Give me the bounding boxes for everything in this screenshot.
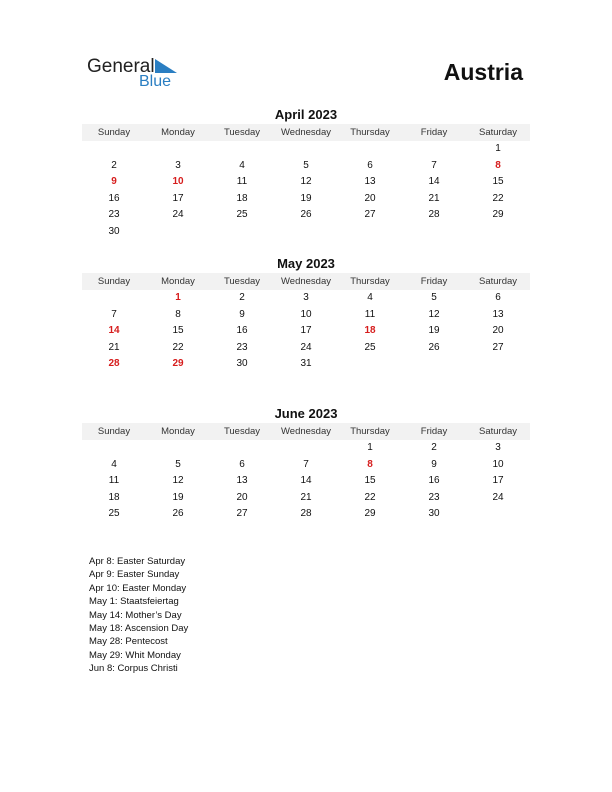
date-cell: 30 (108, 225, 120, 237)
date-cell: 2 (111, 159, 117, 171)
holiday-date-cell: 8 (367, 458, 373, 470)
week-row (82, 457, 530, 474)
month-june (82, 406, 530, 523)
date-cell: 12 (428, 308, 440, 320)
weekday-label: Friday (420, 127, 448, 138)
weekday-label: Tuesday (223, 127, 261, 138)
weekday-header-row (82, 423, 530, 440)
date-cell: 27 (236, 508, 248, 520)
date-cell: 22 (172, 341, 184, 353)
date-cell: 5 (175, 458, 181, 470)
date-cell: 4 (239, 159, 245, 171)
date-cell: 15 (364, 475, 376, 487)
date-cell: 3 (175, 159, 181, 171)
date-cell: 9 (239, 308, 245, 320)
date-cell: 30 (236, 358, 248, 370)
holiday-list-item: Jun 8: Corpus Christi (89, 663, 178, 675)
date-cell: 4 (367, 292, 373, 303)
weekday-label: Tuesday (223, 426, 261, 437)
date-cell: 22 (364, 491, 376, 503)
holiday-date-cell: 28 (108, 358, 120, 370)
date-cell: 23 (236, 341, 248, 353)
weekday-label: Wednesday (281, 426, 331, 437)
week-row (82, 224, 530, 241)
holiday-list-item: Apr 10: Easter Monday (89, 582, 187, 594)
date-cell: 19 (300, 192, 312, 204)
date-cell: 20 (364, 192, 376, 204)
date-cell: 22 (492, 192, 504, 204)
date-cell: 23 (428, 491, 440, 503)
week-row (82, 323, 530, 340)
date-cell: 17 (492, 475, 504, 487)
month-may (82, 256, 530, 373)
weekday-label: Sunday (97, 276, 131, 287)
empty-date-cell (466, 224, 530, 241)
weekday-label: Thursday (350, 127, 390, 138)
week-row (82, 490, 530, 507)
month-title: May 2023 (277, 256, 335, 271)
date-cell: 26 (172, 508, 184, 520)
date-cell: 23 (108, 209, 120, 221)
date-cell: 3 (303, 292, 309, 303)
holiday-date-cell: 10 (172, 176, 184, 188)
weekday-label: Friday (420, 276, 448, 287)
date-cell: 4 (111, 458, 117, 470)
holiday-date-cell: 1 (175, 292, 181, 303)
week-row (82, 290, 530, 307)
week-row (82, 473, 530, 490)
weekday-label: Monday (161, 276, 195, 287)
holiday-list-item: Apr 9: Easter Sunday (89, 569, 180, 581)
logo-word-blue: Blue (139, 73, 172, 90)
date-cell: 16 (236, 325, 248, 337)
date-cell: 24 (300, 341, 312, 353)
date-cell: 2 (239, 292, 245, 303)
weekday-label: Saturday (478, 426, 518, 437)
date-cell: 7 (431, 159, 437, 171)
empty-date-cell (146, 224, 210, 241)
holiday-date-cell: 14 (108, 325, 120, 337)
holiday-date-cell: 29 (172, 358, 184, 370)
date-cell: 7 (111, 308, 117, 320)
date-cell: 10 (300, 308, 312, 320)
date-cell: 1 (495, 143, 501, 154)
month-title: April 2023 (274, 107, 338, 122)
weekday-label: Saturday (478, 127, 518, 138)
date-cell: 29 (364, 508, 376, 520)
holiday-list-item: May 14: Mother’s Day (89, 609, 182, 621)
week-row (82, 340, 530, 357)
date-cell: 10 (492, 458, 504, 470)
weekday-label: Friday (420, 426, 448, 437)
date-cell: 13 (364, 176, 376, 188)
holiday-list-item: May 29: Whit Monday (89, 649, 181, 661)
date-cell: 27 (492, 341, 504, 353)
weekday-label: Thursday (350, 276, 390, 287)
date-cell: 13 (236, 475, 248, 487)
empty-date-cell (402, 356, 466, 373)
holiday-list (89, 555, 188, 676)
logo-word-general: General (87, 56, 155, 77)
month-april (82, 107, 530, 241)
weekday-header-row (82, 273, 530, 290)
date-cell: 27 (364, 209, 376, 221)
date-cell: 25 (236, 209, 248, 221)
empty-date-cell (338, 141, 402, 158)
date-cell: 31 (300, 358, 312, 370)
weekday-label: Sunday (97, 426, 131, 437)
date-cell: 19 (428, 325, 440, 337)
empty-date-cell (82, 141, 146, 158)
date-cell: 21 (108, 341, 120, 353)
date-cell: 20 (236, 491, 248, 503)
empty-date-cell (402, 224, 466, 241)
date-cell: 28 (300, 508, 312, 520)
date-cell: 3 (495, 442, 501, 453)
date-cell: 5 (431, 292, 437, 303)
date-cell: 1 (367, 442, 373, 453)
date-cell: 28 (428, 209, 440, 221)
holiday-date-cell: 8 (495, 159, 501, 171)
holiday-date-cell: 9 (111, 176, 117, 188)
weekday-label: Sunday (97, 127, 131, 138)
week-row (82, 506, 530, 523)
date-cell: 16 (108, 192, 120, 204)
empty-date-cell (146, 141, 210, 158)
date-cell: 11 (364, 308, 376, 320)
date-cell: 12 (172, 475, 184, 487)
holiday-date-cell: 18 (364, 325, 376, 337)
empty-date-cell (274, 440, 338, 457)
logo-triangle-icon (155, 59, 177, 73)
week-row (82, 158, 530, 175)
empty-date-cell (146, 440, 210, 457)
date-cell: 16 (428, 475, 440, 487)
date-cell: 11 (108, 475, 120, 487)
empty-date-cell (466, 356, 530, 373)
date-cell: 26 (300, 209, 312, 221)
country-title: Austria (443, 59, 523, 85)
week-row (82, 207, 530, 224)
holiday-list-item: Apr 8: Easter Saturday (89, 556, 186, 567)
date-cell: 6 (495, 292, 501, 303)
date-cell: 19 (172, 491, 184, 503)
date-cell: 13 (492, 308, 504, 320)
week-row (82, 356, 530, 373)
empty-date-cell (466, 506, 530, 523)
week-row (82, 307, 530, 324)
weekday-label: Monday (161, 127, 195, 138)
date-cell: 2 (431, 442, 437, 453)
empty-date-cell (210, 224, 274, 241)
date-cell: 17 (172, 192, 184, 204)
empty-date-cell (274, 141, 338, 158)
empty-date-cell (210, 440, 274, 457)
weekday-label: Thursday (350, 426, 390, 437)
date-cell: 29 (492, 209, 504, 221)
date-cell: 9 (431, 458, 437, 470)
date-cell: 25 (364, 341, 376, 353)
week-row (82, 141, 530, 158)
date-cell: 21 (428, 192, 440, 204)
weekday-label: Wednesday (281, 276, 331, 287)
weekday-header-row (82, 124, 530, 141)
empty-date-cell (210, 141, 274, 158)
date-cell: 7 (303, 458, 309, 470)
week-row (82, 440, 530, 457)
empty-date-cell (82, 440, 146, 457)
weekday-label: Saturday (478, 276, 518, 287)
date-cell: 8 (175, 308, 181, 320)
date-cell: 18 (108, 491, 120, 503)
date-cell: 14 (428, 176, 440, 188)
holiday-list-item: May 18: Ascension Day (89, 622, 189, 634)
week-row (82, 191, 530, 208)
date-cell: 25 (108, 508, 120, 520)
date-cell: 21 (300, 491, 312, 503)
empty-date-cell (402, 141, 466, 158)
weekday-label: Monday (161, 426, 195, 437)
date-cell: 15 (492, 176, 504, 188)
date-cell: 24 (172, 209, 184, 221)
date-cell: 24 (492, 491, 504, 503)
date-cell: 20 (492, 325, 504, 337)
holiday-list-item: May 1: Staatsfeiertag (89, 596, 179, 608)
date-cell: 17 (300, 325, 312, 337)
date-cell: 5 (303, 159, 309, 171)
date-cell: 11 (236, 176, 248, 188)
weekday-label: Tuesday (223, 276, 261, 287)
date-cell: 26 (428, 341, 440, 353)
empty-date-cell (82, 290, 146, 307)
month-title: June 2023 (274, 406, 338, 421)
date-cell: 15 (172, 325, 184, 337)
generalblue-logo (87, 56, 187, 92)
empty-date-cell (338, 356, 402, 373)
empty-date-cell (274, 224, 338, 241)
date-cell: 6 (367, 159, 373, 171)
holiday-list-item: May 28: Pentecost (89, 636, 168, 648)
date-cell: 12 (300, 176, 312, 188)
week-row (82, 174, 530, 191)
date-cell: 30 (428, 508, 440, 520)
date-cell: 14 (300, 475, 312, 487)
date-cell: 18 (236, 192, 248, 204)
empty-date-cell (338, 224, 402, 241)
date-cell: 6 (239, 458, 245, 470)
weekday-label: Wednesday (281, 127, 331, 138)
